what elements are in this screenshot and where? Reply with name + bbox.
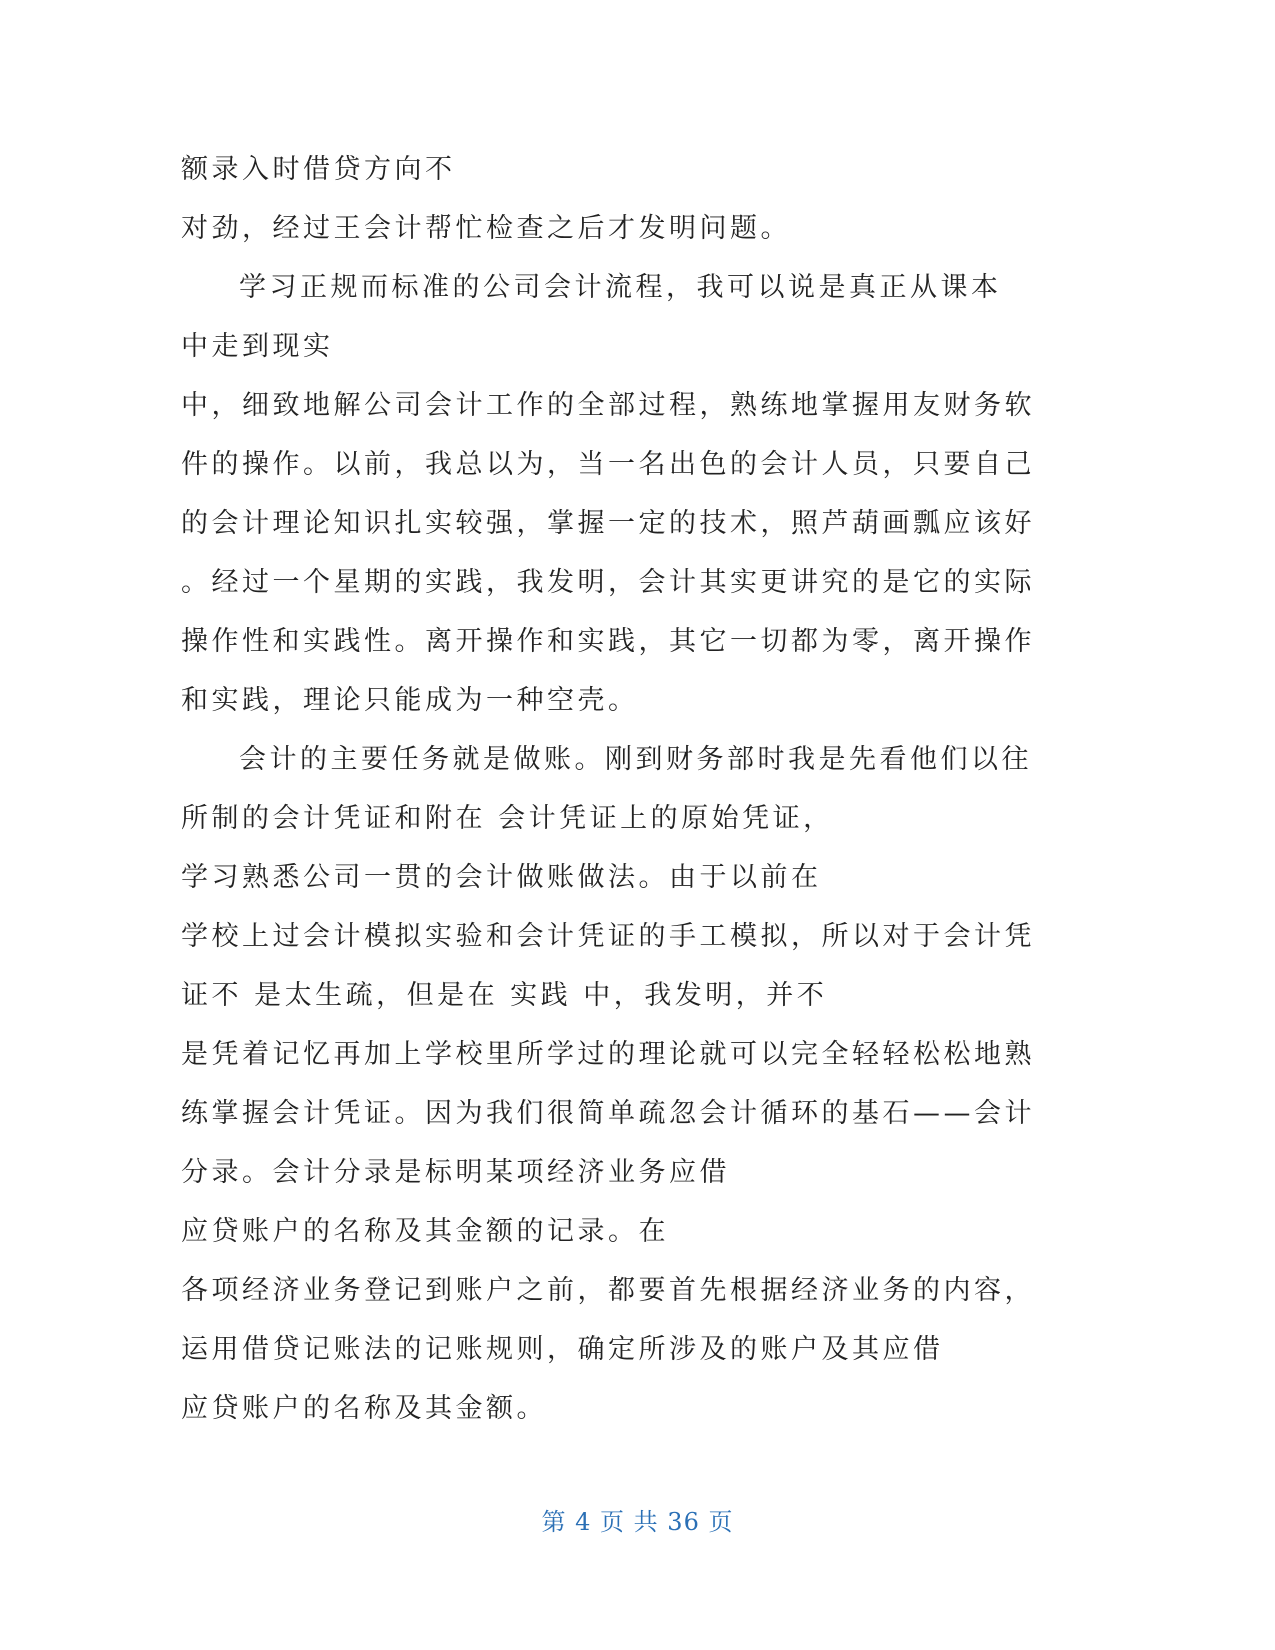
page-number-footer: 第 4 页 共 36 页 (541, 1508, 734, 1536)
text-line: 和实践，理论只能成为一种空壳。 (181, 685, 639, 716)
text-line: 分录。会计分录是标明某项经济业务应借 (181, 1157, 730, 1188)
paragraph-start-line: 学习正规而标准的公司会计流程，我可以说是真正从课本 (239, 272, 1002, 303)
text-line: 对劲，经过王会计帮忙检查之后才发明问题。 (181, 213, 791, 244)
text-line: 证不 是太生疏，但是在 实践 中，我发明，并不 (181, 980, 828, 1011)
text-line: 练掌握会计凭证。因为我们很简单疏忽会计循环的基石——会计 (181, 1098, 1035, 1129)
text-line: 中，细致地解公司会计工作的全部过程，熟练地掌握用友财务软 (181, 390, 1035, 421)
paragraph-start-line: 会计的主要任务就是做账。刚到财务部时我是先看他们以往 (239, 744, 1032, 775)
text-line: 件的操作。以前，我总以为，当一名出色的会计人员，只要自己 (181, 449, 1035, 480)
document-body (181, 140, 1081, 1438)
text-line: 操作性和实践性。离开操作和实践，其它一切都为零，离开操作 (181, 626, 1035, 657)
text-line: 应贷账户的名称及其金额的记录。在 (181, 1216, 669, 1247)
text-line: 额录入时借贷方向不 (181, 154, 456, 185)
text-line: 所制的会计凭证和附在 会计凭证上的原始凭证， (181, 803, 834, 834)
text-line: 各项经济业务登记到账户之前，都要首先根据经济业务的内容， (181, 1275, 1035, 1306)
text-line: 。经过一个星期的实践，我发明，会计其实更讲究的是它的实际 (181, 567, 1035, 598)
text-line: 学校上过会计模拟实验和会计凭证的手工模拟，所以对于会计凭 (181, 921, 1035, 952)
text-line: 中走到现实 (181, 331, 334, 362)
text-line: 应贷账户的名称及其金额。 (181, 1393, 547, 1424)
text-line: 的会计理论知识扎实较强，掌握一定的技术，照芦葫画瓢应该好 (181, 508, 1035, 539)
text-line: 运用借贷记账法的记账规则，确定所涉及的账户及其应借 (181, 1334, 944, 1365)
text-line: 是凭着记忆再加上学校里所学过的理论就可以完全轻轻松松地熟 (181, 1039, 1035, 1070)
text-line: 学习熟悉公司一贯的会计做账做法。由于以前在 (181, 862, 822, 893)
